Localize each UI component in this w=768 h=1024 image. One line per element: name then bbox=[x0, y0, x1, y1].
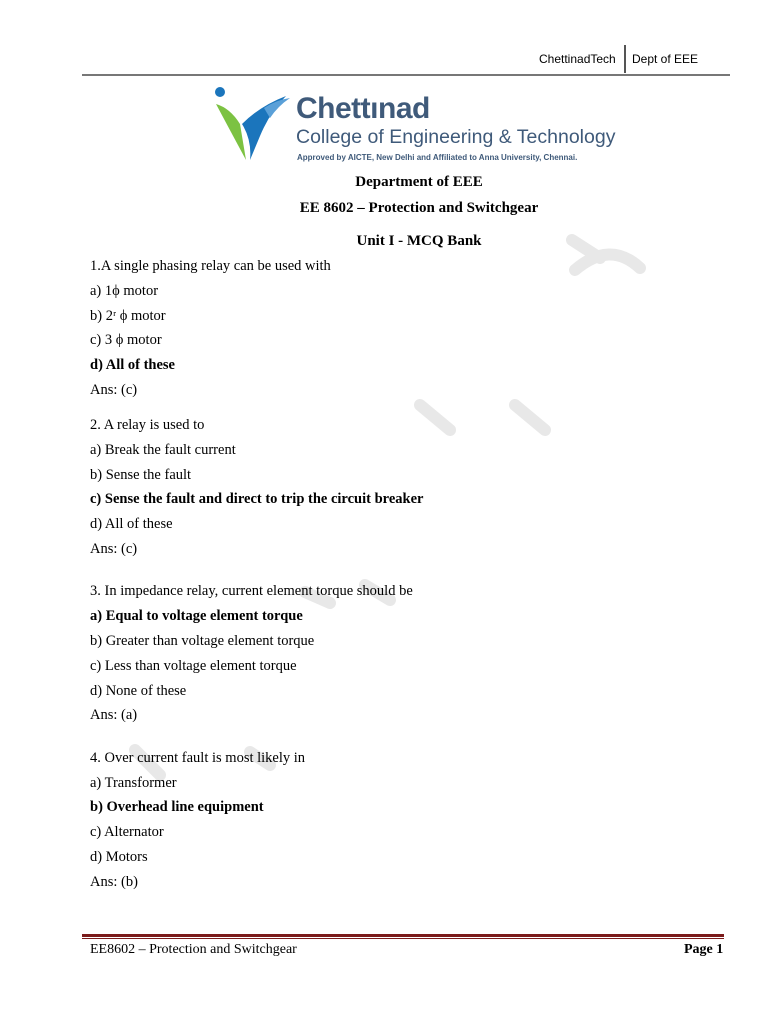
option-1c: c) 3 ϕ motor bbox=[90, 332, 162, 348]
footer-rule bbox=[82, 934, 724, 937]
footer-rule-thin bbox=[82, 938, 724, 939]
option-2c: c) Sense the fault and direct to trip the circuit breaker bbox=[90, 491, 424, 507]
option-1a: a) 1ϕ motor bbox=[90, 283, 159, 299]
answer-1: Ans: (c) bbox=[90, 382, 138, 398]
option-1d: d) All of these bbox=[90, 357, 175, 373]
option-2a: a) Break the fault current bbox=[90, 442, 236, 458]
page-number: Page 1 bbox=[684, 942, 724, 957]
logo-subtitle: College of Engineering & Technology bbox=[296, 126, 616, 148]
department-heading: Department of EEE bbox=[355, 174, 483, 190]
logo-college-name: Chettınad bbox=[296, 92, 430, 125]
option-1b: b) 2ʳ ϕ motor bbox=[90, 308, 166, 324]
option-2b: b) Sense the fault bbox=[90, 467, 192, 483]
option-3c: c) Less than voltage element torque bbox=[90, 658, 297, 674]
option-3a: a) Equal to voltage element torque bbox=[90, 608, 303, 624]
option-4a: a) Transformer bbox=[90, 775, 177, 791]
footer-course: EE8602 – Protection and Switchgear bbox=[90, 942, 297, 957]
college-logo-icon bbox=[212, 84, 298, 168]
header-rule bbox=[82, 74, 730, 76]
header-department: Dept of EEE bbox=[632, 52, 699, 66]
answer-4: Ans: (b) bbox=[90, 874, 138, 890]
option-3b: b) Greater than voltage element torque bbox=[90, 633, 315, 649]
unit-heading: Unit I - MCQ Bank bbox=[356, 233, 482, 249]
option-2d: d) All of these bbox=[90, 516, 173, 532]
question-1: 1.A single phasing relay can be used with bbox=[90, 258, 331, 274]
question-2: 2. A relay is used to bbox=[90, 417, 205, 433]
option-4b: b) Overhead line equipment bbox=[90, 799, 264, 815]
question-3: 3. In impedance relay, current element torque should be bbox=[90, 583, 413, 599]
option-4c: c) Alternator bbox=[90, 824, 164, 840]
answer-3: Ans: (a) bbox=[90, 707, 138, 723]
answer-2: Ans: (c) bbox=[90, 541, 138, 557]
logo-tagline: Approved by AICTE, New Delhi and Affiliated to Anna University, Chennai. bbox=[297, 153, 578, 162]
course-heading: EE 8602 – Protection and Switchgear bbox=[299, 200, 539, 216]
option-3d: d) None of these bbox=[90, 683, 187, 699]
question-4: 4. Over current fault is most likely in bbox=[90, 750, 306, 766]
header-separator bbox=[624, 45, 626, 73]
header-school: ChettinadTech bbox=[539, 52, 616, 66]
option-4d: d) Motors bbox=[90, 849, 148, 865]
